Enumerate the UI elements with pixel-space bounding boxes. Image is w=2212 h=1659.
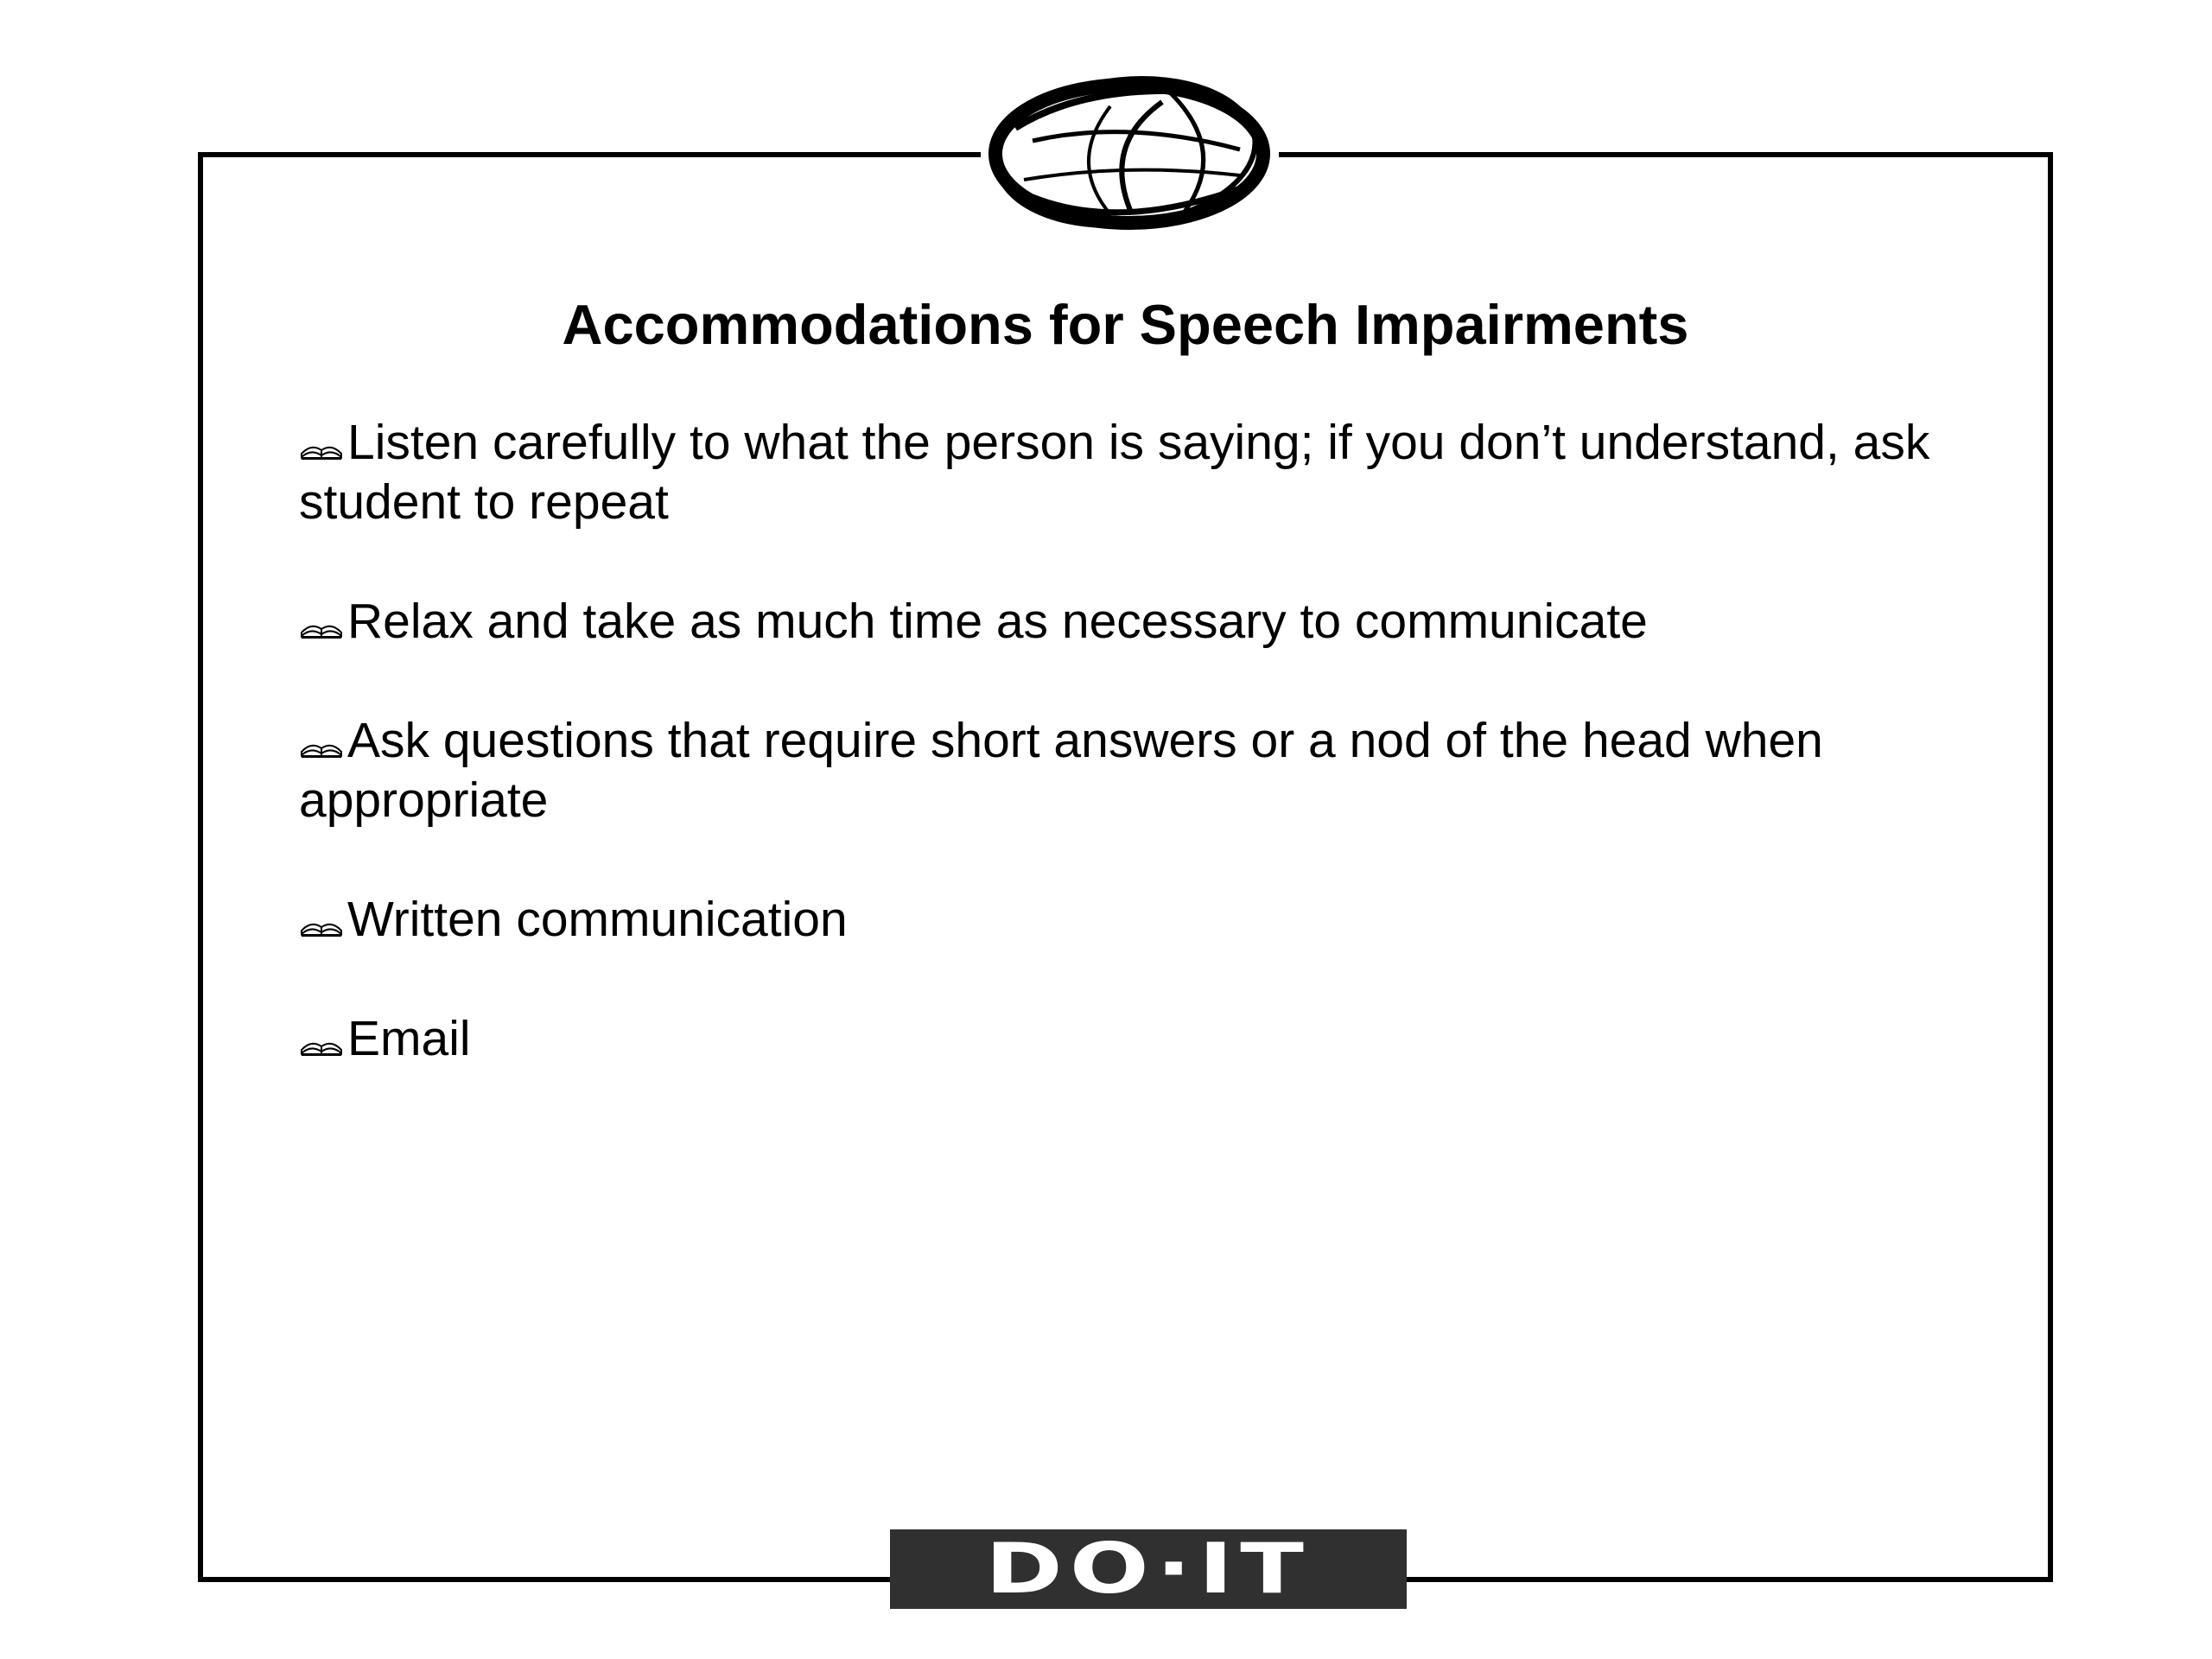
bullet-text: Email [347, 1011, 471, 1066]
slide-title: Accommodations for Speech Impairments [562, 293, 1689, 356]
globe-logo [981, 67, 1279, 240]
book-icon [299, 610, 344, 641]
book-icon [299, 908, 344, 939]
doit-logo [890, 1529, 1407, 1609]
list-item [299, 413, 1941, 532]
book-icon [299, 431, 344, 462]
bullet-list [299, 413, 1941, 1128]
list-item [299, 1009, 1941, 1069]
doit-logo-text: DO·IT [985, 1529, 1312, 1609]
bullet-text: Listen carefully to what the person is saying; if you don’t understand, ask student to repeat [299, 415, 1930, 530]
list-item [299, 592, 1941, 652]
bullet-text: Ask questions that require short answers or a nod of the head when appropriate [299, 713, 1823, 828]
list-item [299, 890, 1941, 950]
book-icon [299, 729, 344, 760]
book-icon [299, 1027, 344, 1058]
bullet-text: Relax and take as much time as necessary to communicate [347, 594, 1648, 649]
bullet-text: Written communication [347, 892, 848, 947]
list-item [299, 711, 1941, 830]
